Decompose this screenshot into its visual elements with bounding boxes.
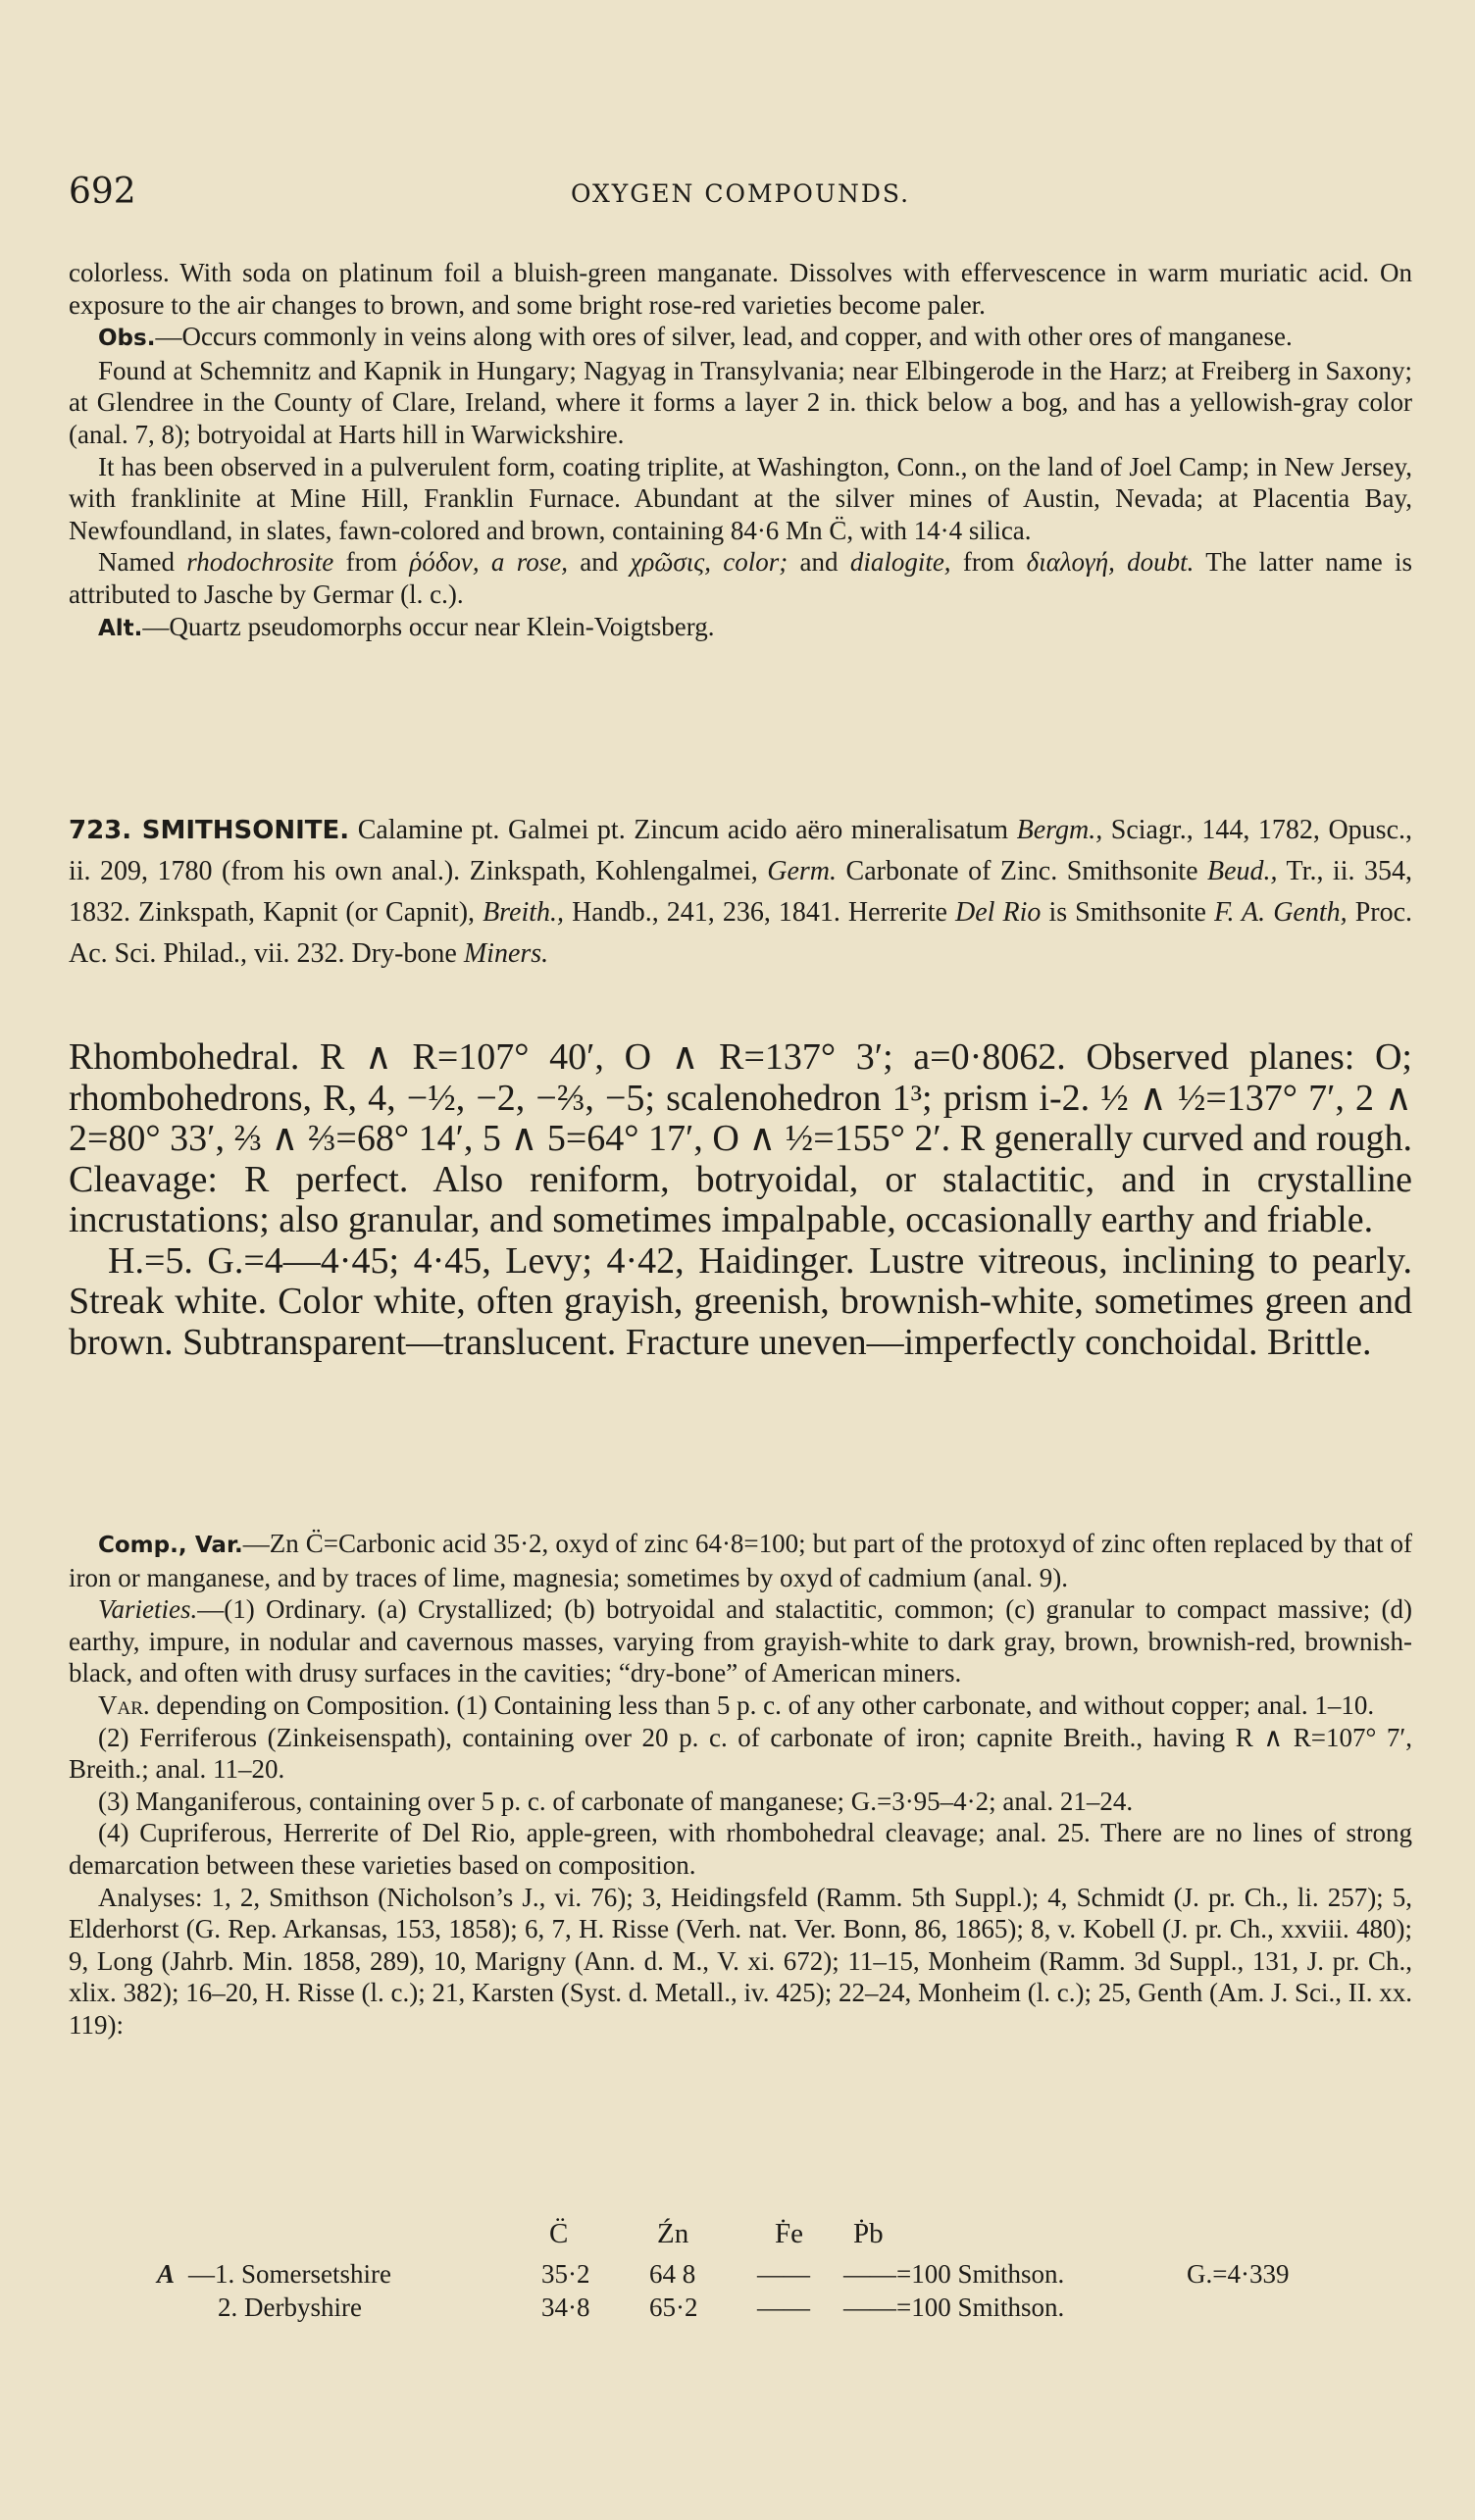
obs-text: —Occurs commonly in veins along with ores of silver, lead, and copper, and with other ores of manganese. xyxy=(155,322,1293,352)
row-zn: 65·2 xyxy=(649,2293,698,2322)
row-g: G.=4·339 xyxy=(1187,2259,1290,2289)
col-header-fe: Ḟe xyxy=(775,2218,803,2249)
manganiferous-paragraph: (3) Manganiferous, containing over 5 p. c. of carbonate of manganese; G.=3·95–4·2; anal. 21–24. xyxy=(98,1786,1134,1816)
physical-paragraph: H.=5. G.=4—4·45; 4·45, Levy; 4·42, Haidinger. Lustre vitreous, inclining to pearly. Streak white. Color white, often grayish, greenish, brownish-white, sometimes green and brown. Subtransparent—translucent. Fracture uneven—imperfectly conchoidal. Brittle. xyxy=(69,1239,1412,1363)
synonymy-text: is Smithsonite xyxy=(1041,897,1215,928)
crystallographic-description xyxy=(69,1037,1412,1363)
page-header xyxy=(69,172,1412,216)
obs-label: Obs. xyxy=(98,326,156,352)
rhodochrosite-continuation xyxy=(69,257,1412,644)
synonymy-paragraph xyxy=(69,810,1412,975)
composition-section xyxy=(69,1528,1412,2041)
crystal-paragraph: Rhombohedral. R ∧ R=107° 40′, O ∧ R=137° 3′; a=0·8062. Observed planes: O; rhombohedrons, R, 4, −½, −2, −⅔, −5; scalenohedron 1³; prism i-2. ½ ∧ ½=137° 7′, 2 ∧ 2=80° 33′, ⅔ ∧ ⅔=68° 14′, 5 ∧ 5=64° 17′, O ∧ ½=155° 2′. R generally curved and rough. Cleavage: R perfect. Also reniform, botryoidal, or stalactitic, and in crystalline incrustations; also granular, and sometimes impalpable, occasionally earthy and friable. xyxy=(69,1036,1412,1240)
paragraph-localities: Found at Schemnitz and Kapnik in Hungary; Nagyag in Transylvania; near Elbingerode in the Harz; at Freiberg in Saxony; at Glendree in the County of Clare, Ireland, where it forms a layer 2 in. thick below a bog, and has a yellowish-gray color (anal. 7, 8); botryoidal at Harts hill in Warwickshire. xyxy=(69,355,1412,449)
synonymy-text: Calamine pt. Galmei pt. Zincum acido aëro mineralisatum xyxy=(349,815,1017,845)
var-text: depending on Composition. (1) Containing less than 5 p. c. of any other carbonate, and without copper; anal. 1–10. xyxy=(149,1689,1375,1720)
var-composition-paragraph xyxy=(69,1689,1412,1722)
ferriferous-paragraph: (2) Ferriferous (Zinkeisenspath), containing over 20 p. c. of carbonate of iron; capnite Breith., having R ∧ R=107° 7′, Breith.; anal. 11–20. xyxy=(69,1722,1412,1785)
greek-dialoge: διαλογή, doubt. xyxy=(1026,547,1195,578)
paragraph-blowpipe: colorless. With soda on platinum foil a bluish-green manganate. Dissolves with effervescence in warm muriatic acid. On exposure to the air changes to brown, and some bright rose-red varieties become paler. xyxy=(69,258,1412,320)
page-number: 692 xyxy=(69,172,136,212)
table-row xyxy=(157,2259,1334,2293)
col-header-pb: Ṗb xyxy=(853,2218,884,2249)
synonymy-text: Handb., 241, 236, 1841. Herrerite xyxy=(564,897,956,928)
entry-title: 723. SMITHSONITE. xyxy=(69,816,350,845)
synonymy-text: Tr., ii. 354, 1832. Zinkspath, Kapnit (or Capnit), xyxy=(69,856,1412,928)
author-ref: Miners. xyxy=(463,938,549,969)
varieties-paragraph xyxy=(69,1593,1412,1689)
synonymy-text: Sciagr., 144, 1782, Opusc., ii. 209, 1780 (from his own anal.). Zinkspath, Kohlengalmei, xyxy=(69,815,1413,886)
greek-rhodon: ῥόδον, a rose, xyxy=(409,547,568,578)
row-fe: —— xyxy=(757,2293,810,2322)
table-header xyxy=(157,2218,1334,2251)
analyses-table xyxy=(157,2218,1334,2326)
row-c: 35·2 xyxy=(541,2259,590,2289)
smithsonite-heading xyxy=(69,810,1412,975)
varieties-label: Varieties. xyxy=(98,1594,198,1625)
etym-text: Named xyxy=(98,547,187,578)
term-dialogite: dialogite, xyxy=(849,547,951,578)
paragraph-american-localities: It has been observed in a pulverulent form, coating triplite, at Washington, Conn., on the land of Joel Camp; in New Jersey, with franklinite at Mine Hill, Franklin Furnace. Abundant at the silver mines of Austin, Nevada; at Placentia Bay, Newfoundland, in slates, fawn-colored and brown, containing 84·6 Mn C̈, with 14·4 silica. xyxy=(69,451,1412,545)
paragraph-obs xyxy=(69,321,1412,355)
analyses-paragraph: Analyses: 1, 2, Smithson (Nicholson’s J., vi. 76); 3, Heidingsfeld (Ramm. 5th Suppl.); 4, Schmidt (J. pr. Ch., li. 257); 5, Elderhorst (G. Rep. Arkansas, 153, 1858); 6, 7, H. Risse (Verh. nat. Ver. Bonn, 86, 1865); 8, v. Kobell (J. pr. Ch., xxviii. 480); 9, Long (Jahrb. Min. 1858, 289), 10, Marigny (Ann. d. M., V. xi. 672); 11–15, Monheim (Ramm. 3d Suppl., 131, J. pr. Ch., xlix. 382); 16–20, H. Risse (l. c.); 21, Karsten (Syst. d. Metall., iv. 425); 22–24, Monheim (l. c.); 25, Genth (Am. J. Sci., II. xx. 119): xyxy=(69,1882,1412,2040)
etym-text: from xyxy=(950,547,1027,578)
col-header-c: C̈ xyxy=(549,2218,569,2249)
var-label: Var. xyxy=(98,1689,150,1720)
etym-text: and xyxy=(567,547,631,578)
author-ref: F. A. Genth, xyxy=(1214,897,1348,928)
term-rhodochrosite: rhodochrosite xyxy=(186,547,334,578)
group-label: A xyxy=(157,2259,176,2289)
row-c: 34·8 xyxy=(541,2293,590,2322)
row-locality: —1. Somersetshire xyxy=(188,2259,391,2289)
author-ref: Del Rio xyxy=(955,897,1042,928)
author-ref: Germ. xyxy=(767,856,838,886)
paragraph-alt xyxy=(69,611,1412,645)
greek-chrosis: χρῶσις, color; xyxy=(630,547,788,578)
varieties-text: —(1) Ordinary. (a) Crystallized; (b) botryoidal and stalactitic, common; (c) granular to compact massive; (d) earthy, impure, in nodular and cavernous masses, varying from grayish-white to dark gray, brown, brownish-red, brownish-black, and often with drusy surfaces in the cavities; “dry-bone” of American miners. xyxy=(69,1594,1412,1688)
comp-label: Comp., Var. xyxy=(98,1533,243,1558)
etym-text: from xyxy=(333,547,410,578)
running-title: OXYGEN COMPOUNDS. xyxy=(570,179,911,208)
alt-label: Alt. xyxy=(98,615,143,641)
author-ref: Breith., xyxy=(483,897,565,928)
col-header-zn: Źn xyxy=(657,2218,689,2249)
synonymy-text: Proc. Ac. Sci. Philad., vii. 232. Dry-bone xyxy=(69,897,1413,969)
cupriferous-paragraph: (4) Cupriferous, Herrerite of Del Rio, apple-green, with rhombohedral cleavage; anal. 25. There are no lines of strong demarcation between these varieties based on composition. xyxy=(69,1818,1412,1880)
etym-text: The latter name is attributed to Jasche by Germar (l. c.). xyxy=(69,547,1412,609)
author-ref: Beud., xyxy=(1207,856,1278,886)
author-ref: Bergm., xyxy=(1016,815,1103,845)
row-pb: ——=100 Smithson. xyxy=(843,2293,1065,2322)
paragraph-etymology xyxy=(69,546,1412,610)
synonymy-text: Carbonate of Zinc. Smithsonite xyxy=(837,856,1208,886)
row-locality: 2. Derbyshire xyxy=(218,2293,362,2322)
etym-text: and xyxy=(788,547,850,578)
row-zn: 64 8 xyxy=(649,2259,696,2289)
comp-paragraph xyxy=(69,1528,1412,1593)
row-pb: ——=100 Smithson. xyxy=(843,2259,1065,2289)
comp-text: —Zn C̈=Carbonic acid 35·2, oxyd of zinc 64·8=100; but part of the protoxyd of zinc often replaced by that of iron or manganese, and by traces of lime, magnesia; sometimes by oxyd of cadmium (anal. 9). xyxy=(69,1529,1412,1592)
alt-text: —Quartz pseudomorphs occur near Klein-Voigtsberg. xyxy=(142,611,715,641)
table-row xyxy=(157,2293,1334,2326)
row-fe: —— xyxy=(757,2259,810,2289)
